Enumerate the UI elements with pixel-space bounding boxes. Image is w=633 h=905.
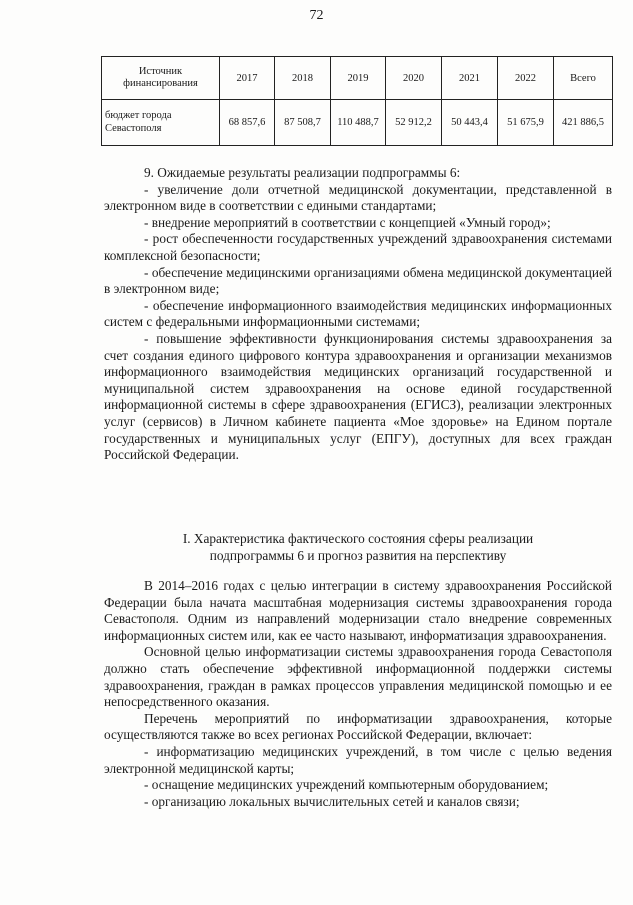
section-heading-line: I. Характеристика фактического состояния сферы реализации (182, 531, 534, 546)
paragraph: В 2014–2016 годах с целью интеграции в систему здравоохранения Российской Федерации была начата масштабная модернизация системы здравоохранения города Севастополя. Одним из направлений модернизации стало внедрение современных информационных систем или, как ее часто называют, информатизация здравоохранения. (104, 578, 612, 643)
table-cell: 87 508,7 (275, 100, 331, 146)
section-heading-line: подпрограммы 6 и прогноз развития на перспективу (209, 548, 507, 563)
table-header-cell: 2022 (498, 57, 554, 100)
section-1-heading (104, 530, 612, 564)
table-header-cell: 2021 (442, 57, 498, 100)
list-item: - обеспечение медицинскими организациями обмена медицинской документацией в электронном виде; (104, 264, 612, 297)
paragraph: Основной целью информатизации системы здравоохранения города Севастополя должно стать обеспечение эффективной информационной поддержки системы здравоохранения, граждан в рамках процессов управления медицинской помощью и ее непосредственного оказания. (104, 644, 612, 710)
section-9-title: 9. Ожидаемые результаты реализации подпрограммы 6: (144, 165, 461, 180)
table-cell: 110 488,7 (331, 100, 386, 146)
table-header-cell: Всего (554, 57, 613, 100)
list-item: - организацию локальных вычислительных сетей и каналов связи; (144, 793, 520, 809)
list-item: - обеспечение информационного взаимодействия медицинских информационных систем с федеральными информационными системами; (104, 297, 612, 330)
table-header-cell: 2020 (386, 57, 442, 100)
list-item: - внедрение мероприятий в соответствии с концепцией «Умный город»; (144, 214, 551, 230)
list-item: - рост обеспеченности государственных учреждений здравоохранения системами комплексной безопасности; (104, 231, 612, 263)
table-header-cell: 2017 (220, 57, 275, 100)
list-item: - информатизацию медицинских учреждений, в том числе с целью ведения электронной медицинской карты; (104, 743, 612, 776)
table-header-cell: Источник финансирования (102, 57, 220, 100)
table-row (102, 100, 613, 146)
table-cell: 50 443,4 (442, 100, 498, 146)
financing-table (101, 56, 613, 146)
section-1-body (104, 578, 612, 810)
paragraph: Перечень мероприятий по информатизации здравоохранения, которые осуществляются также во всех регионах Российской Федерации, включает: (104, 710, 612, 743)
list-item: - увеличение доли отчетной медицинской документации, представленной в электронном виде в соответствии с едиными стандартами; (104, 181, 612, 214)
table-header-cell: 2019 (331, 57, 386, 100)
table-cell: 52 912,2 (386, 100, 442, 146)
page-number: 72 (309, 8, 324, 23)
table-cell: 421 886,5 (554, 100, 613, 146)
section-9-results (104, 165, 612, 464)
table-header-cell: 2018 (275, 57, 331, 100)
list-item: - повышение эффективности функционирования системы здравоохранения за счет создания единого цифрового контура здравоохранения и организации механизмов информационного взаимодействия медицинских организаций государственной и муниципальной систем здравоохранения на основе единой государственной информационной системы в сфере здравоохранения (ЕГИСЗ), реализации электронных услуг (сервисов) в Личном кабинете пациента «Мое здоровье» на Едином портале государственных и муниципальных услуг (ЕПГУ), доступных для всех граждан Российской Федерации. (104, 330, 612, 463)
table-cell: бюджет города Севастополя (102, 100, 220, 146)
list-item: - оснащение медицинских учреждений компьютерным оборудованием; (144, 777, 549, 793)
table-cell: 68 857,6 (220, 100, 275, 146)
table-cell: 51 675,9 (498, 100, 554, 146)
table-header-row (102, 57, 613, 100)
